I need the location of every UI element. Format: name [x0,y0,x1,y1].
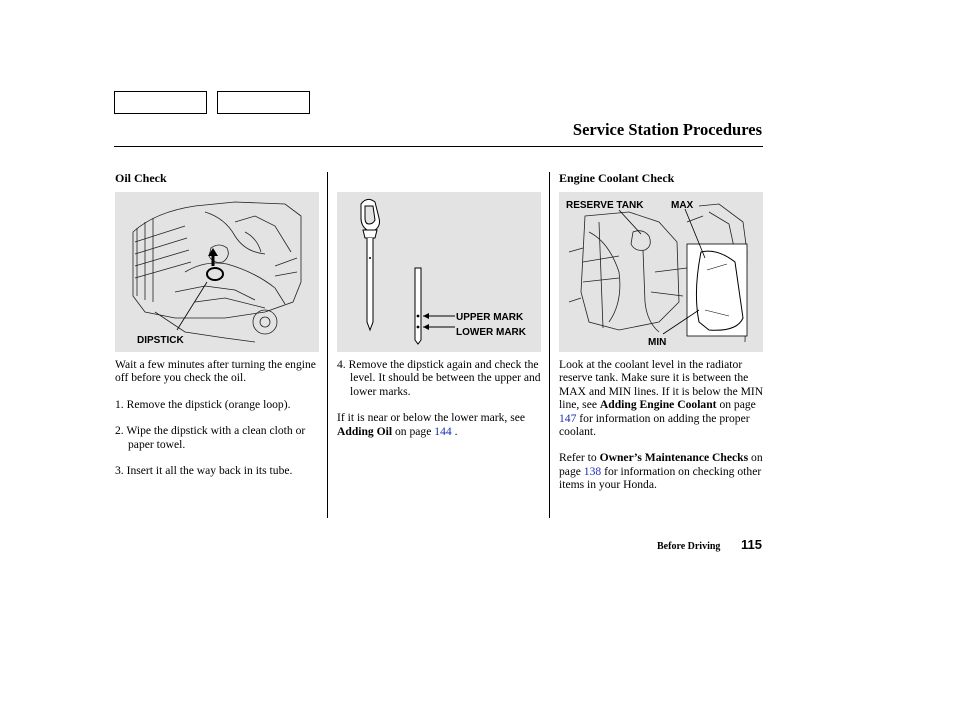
oil-check-step-1: 1. Remove the dipstick (orange loop). [115,397,291,411]
near-lower-text-end: . [454,424,458,438]
coolant-para2-text-a: Refer to [559,451,597,465]
column-divider-2 [549,172,550,518]
oil-check-step-3: 3. Insert it all the way back in its tube. [115,464,293,478]
coolant-text [559,358,764,492]
oil-check-step-2: 2. Wipe the dipstick with a clean cloth or paper towel. [115,424,306,451]
coolant-tank-illustration [559,192,763,352]
dipstick-text [337,358,545,438]
min-label: MIN [648,337,667,348]
oil-check-intro: Wait a few minutes after turning the engine off before you check the oil. [115,358,316,385]
upper-mark-label: UPPER MARK [456,312,524,323]
lower-mark-label: LOWER MARK [456,327,526,338]
coolant-para1-text-c: for information on adding the proper coolant. [559,411,750,439]
page-title: Service Station Procedures [572,120,762,139]
page-138-link[interactable]: 138 [583,464,602,478]
near-lower-text-2: on page [395,424,432,438]
page-147-link[interactable]: 147 [559,411,577,425]
maintenance-checks-reference: Owner’s Maintenance Checks [599,451,749,465]
coolant-figure [559,192,763,352]
footer-section-label: Before Driving [657,541,721,552]
engine-bay-figure [115,192,319,352]
column-divider-1 [327,172,328,518]
dipstick-illustration [337,192,541,352]
oil-check-step-4: 4. Remove the dipstick again and check the level. It should be between the upper and lower marks. [337,358,541,398]
page-number: 115 [741,537,762,552]
adding-oil-reference: Adding Oil [337,424,393,438]
reserve-tank-label: RESERVE TANK [566,200,644,211]
coolant-para1-text-a: Look at the coolant level in the radiator reserve tank. Make sure it is between the MAX and MIN lines. If it is below the MIN line, see [559,358,764,412]
coolant-para2-text-b: on page [559,451,763,478]
coolant-paragraph-2 [559,451,764,491]
coolant-para1-text-b: on page [719,398,756,412]
oil-check-text [115,358,325,477]
coolant-paragraph-1 [559,358,764,438]
max-label: MAX [671,200,694,211]
nav-button-table-of-contents[interactable] [217,91,310,114]
oil-check-heading: Oil Check [115,171,167,185]
adding-coolant-reference: Adding Engine Coolant [599,398,717,412]
near-lower-mark-text [337,411,545,438]
engine-bay-illustration [115,192,319,352]
title-divider [114,146,763,147]
dipstick-figure [337,192,541,352]
dipstick-figure-label: DIPSTICK [137,335,184,346]
coolant-check-heading: Engine Coolant Check [559,171,675,185]
nav-button-main-menu[interactable] [114,91,207,114]
near-lower-text-1: If it is near or below the lower mark, see [337,411,526,425]
coolant-para2-text-c: for information on checking other items in your Honda. [559,464,762,492]
page-144-link[interactable]: 144 [434,424,452,438]
